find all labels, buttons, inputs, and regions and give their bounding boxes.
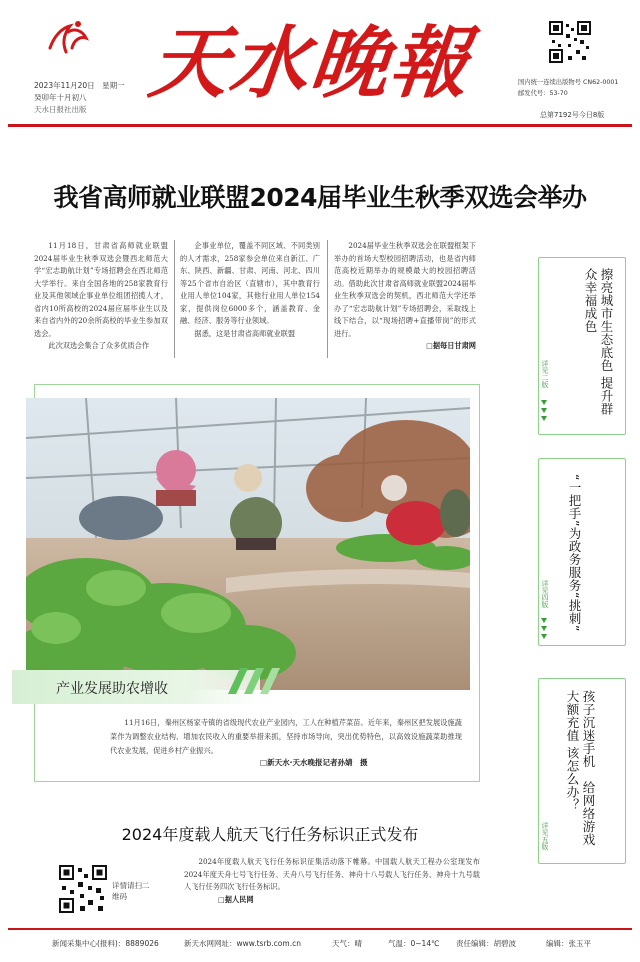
column-divider (174, 240, 175, 358)
issue-date: 2023年11月20日 星期一 (34, 81, 125, 90)
arrow-down-icon (541, 400, 547, 405)
main-headline[interactable]: 我省高师就业联盟2024届毕业生秋季双选会举办 (53, 183, 587, 212)
footer-weather: 天气：晴 (332, 939, 362, 948)
teaser-box-2[interactable] (538, 458, 626, 646)
arrow-down-icon (541, 618, 547, 623)
column-divider (327, 240, 328, 358)
publication-info (518, 78, 618, 99)
teaser-see-3[interactable]: 详见五版 (541, 822, 549, 850)
qr-code-icon[interactable] (58, 864, 108, 914)
photo-credit-text: 新天水·天水晚报记者孙婧 摄 (267, 758, 368, 767)
lunar-date: 癸卯年十月初八 (34, 93, 87, 102)
sub-headline[interactable]: 2024年度载人航天飞行任务标识正式发布 (121, 825, 419, 844)
teaser-title-3[interactable]: 孩子沉迷手机 给网络游戏大额充值 该怎么办？ (565, 690, 596, 846)
masthead-divider (8, 124, 632, 127)
teaser-see-2[interactable]: 详见四版 (541, 580, 549, 608)
serial-number: 国内统一连续出版物号 CN62-0001 (518, 79, 619, 86)
article-paragraph: 据悉，这是甘肃省高师就业联盟 (194, 328, 296, 338)
qr-code-icon[interactable] (548, 20, 592, 64)
teaser-see-1[interactable]: 详见二版 (541, 360, 549, 388)
teaser-title-2[interactable]: “一把手”为政务服务“挑刺” (567, 474, 582, 632)
photo-caption-text: 11月16日，秦州区杨家寺镇的省级现代农业产业园内，工人在种植芹菜苗。近年来，秦州区把发展设施蔬菜作为调整农业结构、增加农民收入的重要举措来抓，坚持市场导向，突出优势特色，以高效设施蔬菜助推现代农业发展，促进乡村产业振兴。 (110, 718, 462, 755)
date-block (34, 80, 125, 116)
footer-editor: 责任编辑：胡碧波 (456, 939, 516, 948)
postal-code: 邮发代号：53-70 (518, 89, 568, 97)
article-source: □据每日甘肃网 (426, 341, 476, 350)
photo-banner-title: 产业发展助农增收 (56, 681, 168, 697)
teaser-title-1[interactable]: 擦亮城市生态底色 提升群众幸福成色 (583, 268, 614, 416)
arrow-down-icon (541, 634, 547, 639)
newspaper-logo-icon (44, 18, 92, 60)
article-column-2 (180, 240, 320, 340)
bottom-article-source: □据人民网 (218, 894, 254, 904)
footer-hotline: 新闻采集中心(报料)：8889026 (52, 939, 159, 948)
qr-note: 详情请扫二维码 (112, 881, 150, 901)
masthead-title: 天水晚報 (145, 18, 475, 109)
article-paragraph: 企事业单位，覆盖不同区域、不同类别的人才需求，258家参会单位来自新江、广东、陕西、新疆、甘肃、河南、河北、四川等25个省市自治区（直辖市），其中教育行业用人单位104家，其他行业用人单位154家，提供岗位6000多个，涵盖教育、金融、经济、服务等行业领域。 (180, 241, 320, 325)
footer-website[interactable]: 新天水网网址：www.tsrb.com.cn (184, 939, 301, 948)
publisher: 天水日报社出版 (34, 105, 87, 114)
greenhouse-workers-photo[interactable] (26, 398, 470, 690)
decorative-stripes-icon (228, 668, 298, 694)
source-label: 据人民网 (224, 894, 254, 904)
arrow-down-icon (541, 626, 547, 631)
bottom-article-text: 2024年度载人航天飞行任务标识征集活动落下帷幕。中国载人航天工程办公室现发布2024年度天舟七号飞行任务、天舟八号飞行任务、神舟十八号载人飞行任务、神舟十九号载人飞行任务四次飞行任务标识。 (184, 857, 480, 891)
bottom-article-body (184, 856, 480, 906)
photo-credit: □新天水·天水晚报记者孙婧 摄 (260, 758, 368, 767)
arrow-down-icon (541, 416, 547, 421)
source-label: 据每日甘肃网 (432, 341, 476, 350)
article-paragraph: 此次双选会集合了众多优质合作 (48, 341, 150, 350)
footer-temperature: 气温：0~14℃ (388, 939, 440, 948)
article-column-3 (334, 240, 476, 353)
footer-layout-editor: 编辑：张玉平 (546, 939, 591, 948)
footer-divider (8, 928, 632, 930)
page-count: 总第7192号今日8版 (540, 111, 605, 119)
arrow-down-icon (541, 408, 547, 413)
photo-caption (110, 716, 462, 758)
article-paragraph: 2024届毕业生秋季双选会在联盟框架下举办的首场大型校园招聘活动，也是省内师范高校近期举办的规模最大的校园招聘活动。借助此次甘肃省高师就业联盟2024届毕业生秋季双选会的契机，西北师范大学还举办了“宏志助航计划”专场招聘会，采取线上线下结合，以“现场招聘+直播带岗”的形式进行。 (334, 241, 476, 338)
article-paragraph: 11月18日，甘肃省高师就业联盟2024届毕业生秋季双选会暨西北师范大学“宏志助航计划”专场招聘会在西北师范大学举行。来自全国各地的258家教育行业及其他领域企事业单位组团招揽人才，省内10所高校的2024届应届毕业生以及来自省内外的20余所高校的毕业生参加双选会。 (34, 241, 168, 338)
article-column-1 (34, 240, 168, 353)
